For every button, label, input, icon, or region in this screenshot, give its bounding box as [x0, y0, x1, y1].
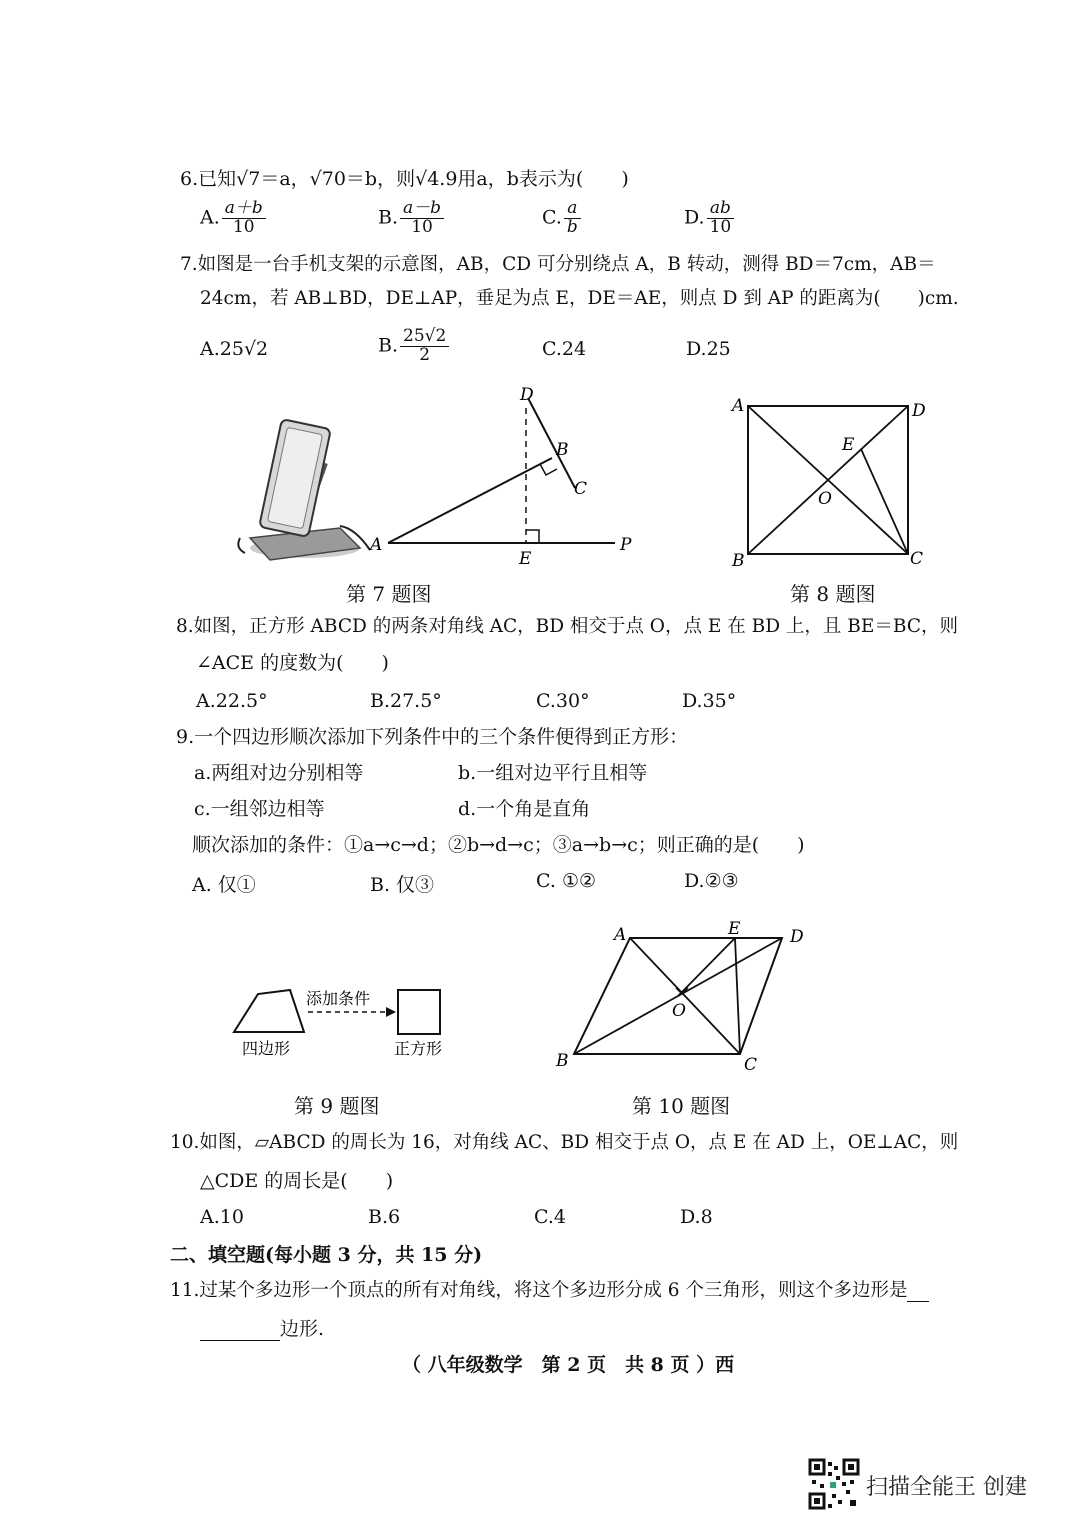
numerator: a [564, 200, 581, 219]
scanner-watermark-text: 扫描全能王 创建 [866, 1475, 1027, 1500]
point-label-A: A [614, 925, 627, 945]
point-label-E: E [519, 549, 532, 569]
arrow-label: 添加条件 [306, 989, 371, 1008]
denominator: 2 [419, 344, 431, 365]
denominator: 10 [232, 216, 255, 237]
point-label-C: C [744, 1055, 758, 1075]
q9-option-b: B. 仅③ [370, 874, 435, 896]
q6-option-d [684, 200, 734, 237]
q6-option-c [542, 200, 581, 237]
fraction [400, 328, 449, 365]
point-label-C: C [910, 549, 924, 569]
fraction [707, 200, 735, 237]
q9-condition-c: c.一组邻边相等 [194, 798, 325, 820]
option-label: C. [542, 206, 562, 229]
q10-option-d: D.8 [680, 1206, 713, 1228]
q10-option-b: B.6 [368, 1206, 401, 1228]
q7-option-c: C.24 [542, 338, 587, 360]
q11-stem-line1 [170, 1280, 929, 1302]
fraction [222, 200, 266, 237]
denominator: b [566, 216, 578, 237]
option-label: B. [378, 206, 399, 229]
point-label-B: B [556, 1051, 569, 1071]
section-heading: 二、填空题(每小题 3 分，共 15 分) [170, 1244, 483, 1266]
figure-7-geometry [368, 385, 632, 569]
phone-stand-illustration [238, 419, 370, 560]
point-label-E: E [842, 435, 855, 455]
option-label: B. [378, 334, 399, 357]
q9-option-d: D.②③ [684, 870, 739, 892]
q9-condition-b: b.一组对边平行且相等 [458, 762, 648, 784]
q8-option-a: A.22.5° [196, 690, 268, 712]
figure-10-caption: 第 10 题图 [632, 1094, 731, 1118]
numerator: ab [707, 200, 735, 219]
point-label-C: C [574, 479, 588, 499]
option-label: D. [684, 206, 705, 229]
point-label-O: O [818, 489, 832, 509]
q8-stem-line2: ∠ACE 的度数为( ) [196, 652, 389, 674]
figure-9-caption: 第 9 题图 [294, 1094, 380, 1118]
q6-option-b [378, 200, 444, 237]
q9-condition-d: d.一个角是直角 [458, 798, 591, 820]
answer-blank-start [907, 1283, 929, 1302]
point-label-P: P [620, 535, 632, 555]
q9-stem: 9.一个四边形顺次添加下列条件中的三个条件便得到正方形： [176, 726, 689, 748]
point-label-B: B [556, 440, 569, 460]
q10-option-c: C.4 [534, 1206, 566, 1228]
q11-stem-line2 [200, 1318, 324, 1341]
q9-order: 顺次添加的条件：①a→c→d；②b→d→c；③a→b→c；则正确的是( ) [192, 834, 805, 856]
numerator: a－b [400, 200, 444, 219]
option-label: A. [200, 206, 220, 229]
point-label-O: O [672, 1001, 686, 1021]
numerator: a＋b [222, 200, 266, 219]
q9-option-c: C. ①② [536, 870, 597, 892]
q8-option-b: B.27.5° [370, 690, 442, 712]
figure-8 [728, 394, 938, 574]
fraction [564, 200, 581, 237]
quadrilateral-label: 四边形 [242, 1039, 291, 1058]
q9-condition-a: a.两组对边分别相等 [194, 762, 364, 784]
point-label-D: D [520, 385, 534, 405]
square-label: 正方形 [394, 1039, 443, 1058]
point-label-E: E [728, 919, 741, 939]
page-footer: （ 八年级数学 第 2 页 共 8 页 ）西 [402, 1354, 735, 1376]
point-label-B: B [732, 551, 745, 571]
q8-option-c: C.30° [536, 690, 590, 712]
point-label-D: D [790, 927, 804, 947]
q9-option-a: A. 仅① [192, 874, 256, 896]
denominator: 10 [709, 216, 732, 237]
figure-10 [550, 918, 820, 1078]
q8-stem-line1: 8.如图，正方形 ABCD 的两条对角线 AC，BD 相交于点 O，点 E 在 BD 上，且 BE＝BC，则 [176, 616, 958, 637]
answer-blank[interactable] [200, 1322, 280, 1341]
figure-7 [230, 378, 650, 578]
numerator: 25√2 [400, 328, 449, 347]
q11-text: 11.过某个多边形一个顶点的所有对角线，将这个多边形分成 6 个三角形，则这个多边形是 [170, 1280, 908, 1301]
figure-7-caption: 第 7 题图 [346, 582, 432, 606]
q6-stem: 6.已知√7＝a，√70＝b，则√4.9用a，b表示为( ) [180, 168, 629, 190]
figure-8-caption: 第 8 题图 [790, 582, 876, 606]
q11-suffix: 边形. [280, 1318, 325, 1340]
fraction [400, 200, 444, 237]
q10-option-a: A.10 [200, 1206, 244, 1228]
point-label-A: A [732, 396, 745, 416]
q6-option-a [200, 200, 266, 237]
q10-stem-line1: 10.如图，▱ABCD 的周长为 16，对角线 AC、BD 相交于点 O，点 E 在 AD 上，OE⊥AC，则 [170, 1132, 959, 1153]
denominator: 10 [411, 216, 433, 237]
point-label-A: A [370, 535, 383, 555]
q7-option-a: A.25√2 [200, 338, 269, 360]
q7-stem-line2: 24cm，若 AB⊥BD，DE⊥AP，垂足为点 E，DE＝AE，则点 D 到 AP 的距离为( )cm. [200, 288, 959, 309]
q7-stem-line1: 7.如图是一台手机支架的示意图，AB，CD 可分别绕点 A，B 转动，测得 BD＝7cm，AB＝ [180, 254, 936, 275]
point-label-D: D [912, 401, 926, 421]
qr-code-icon [808, 1458, 860, 1510]
q8-option-d: D.35° [682, 690, 737, 712]
q7-option-d: D.25 [686, 338, 731, 360]
q7-option-b [378, 328, 449, 365]
q10-stem-line2: △CDE 的周长是( ) [200, 1170, 394, 1192]
figure-9 [228, 982, 458, 1062]
